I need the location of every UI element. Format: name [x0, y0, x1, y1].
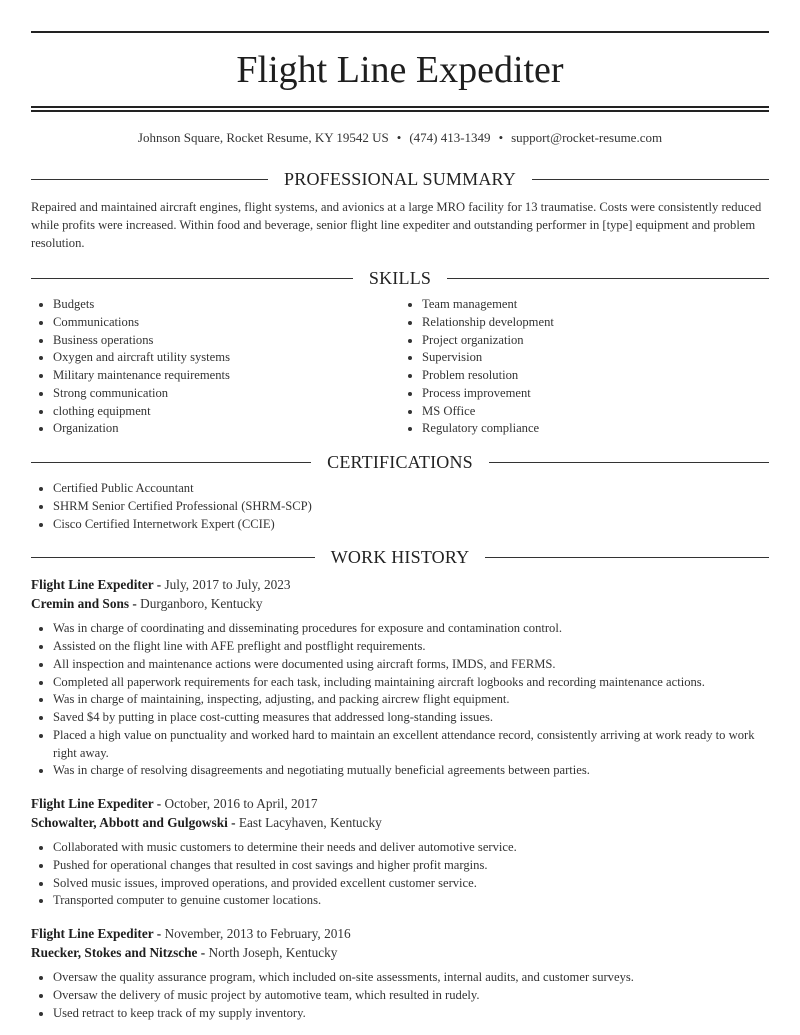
section-header-skills [31, 266, 769, 290]
skill-item: • Oxygen and aircraft utility systems [53, 349, 400, 367]
job-entry [31, 924, 769, 1022]
skill-item: • Problem resolution [422, 367, 769, 385]
job-bullet: • Placed a high value on punctuality and worked hard to maintain an excellent attendance record, consistently arriving at work ready to work right away. [53, 727, 769, 763]
job-entry [31, 794, 769, 910]
skill-item: • Business operations [53, 332, 400, 350]
certifications-list [31, 480, 769, 533]
job-company-line [31, 943, 769, 962]
job-company: Ruecker, Stokes and Nitzsche [31, 945, 198, 960]
job-location: Durganboro, Kentucky [140, 596, 263, 612]
job-company-line [31, 813, 769, 832]
skills-list-left [31, 296, 400, 438]
section-header-work-history [31, 545, 769, 569]
section-header-certifications [31, 450, 769, 474]
job-role: Flight Line Expediter [31, 926, 154, 941]
divider-line [31, 278, 353, 279]
summary-text: Repaired and maintained aircraft engines, flight systems, and avionics at a large MRO facility for 13 traumatise. Costs were consistently reduced while profits were increased. Within food and beverage, senior flight line expediter and outstanding performer in [type] equipment and problem resolution. [31, 200, 762, 250]
skill-item: • Communications [53, 314, 400, 332]
contact-address: Johnson Square, Rocket Resume, KY 19542 US [137, 130, 389, 145]
skills-list-right [400, 296, 769, 438]
job-title-line [31, 575, 769, 594]
job-role: Flight Line Expediter [31, 577, 154, 593]
certification-item: • SHRM Senior Certified Professional (SHRM-SCP) [53, 498, 769, 516]
skill-item: • Supervision [422, 349, 769, 367]
section-title: WORK HISTORY [330, 547, 470, 568]
job-title-line [31, 924, 769, 943]
dash: - [197, 945, 209, 960]
skill-item: • Project organization [422, 332, 769, 350]
job-company-line [31, 594, 769, 613]
job-bullet: • Was in charge of maintaining, inspecting, adjusting, and packing aircrew flight equipment. [53, 691, 769, 709]
bullet-separator: • [396, 130, 402, 145]
job-bullet: • Collaborated with music customers to determine their needs and deliver automotive service. [53, 839, 769, 857]
job-bullet: • Saved $4 by putting in place cost-cutting measures that addressed long-standing issues. [53, 709, 769, 727]
job-location: North Joseph, Kentucky [208, 945, 338, 960]
job-bullet: • Pushed for operational changes that resulted in cost savings and higher profit margins. [53, 857, 769, 875]
skill-item: • Relationship development [422, 314, 769, 332]
job-company: Schowalter, Abbott and Gulgowski [31, 815, 228, 830]
divider-line [31, 462, 311, 463]
dash: - [129, 596, 141, 612]
job-bullet: • Assisted on the flight line with AFE preflight and postflight requirements. [53, 638, 769, 656]
bullet-separator: • [498, 130, 504, 145]
job-bullet: • Used retract to keep track of my supply inventory. [53, 1005, 769, 1023]
contact-email[interactable]: support@rocket-resume.com [511, 130, 663, 145]
job-bullets [31, 839, 769, 910]
job-dates: October, 2016 to April, 2017 [164, 796, 318, 811]
skill-item: • Organization [53, 420, 400, 438]
skill-item: • Strong communication [53, 385, 400, 403]
skill-item: • Process improvement [422, 385, 769, 403]
job-bullet: • Transported computer to genuine customer locations. [53, 892, 769, 910]
top-divider [31, 31, 769, 33]
job-dates: November, 2013 to February, 2016 [164, 926, 351, 941]
dash: - [153, 926, 165, 941]
job-company: Cremin and Sons [31, 596, 130, 612]
section-header-summary [31, 167, 769, 191]
skill-item: • Team management [422, 296, 769, 314]
skill-item: • MS Office [422, 403, 769, 421]
job-dates: July, 2017 to July, 2023 [164, 577, 291, 593]
divider-line [447, 278, 769, 279]
double-divider [31, 106, 769, 112]
skill-item: • Military maintenance requirements [53, 367, 400, 385]
job-bullet: • Was in charge of resolving disagreements and negotiating mutually beneficial agreements between parties. [53, 762, 769, 780]
skills-columns [31, 296, 769, 438]
job-bullet: • All inspection and maintenance actions were documented using aircraft forms, IMDS, and FERMS. [53, 656, 769, 674]
dash: - [153, 796, 165, 811]
skill-item: • Regulatory compliance [422, 420, 769, 438]
section-title: SKILLS [368, 268, 432, 288]
job-role: Flight Line Expediter [31, 796, 154, 811]
job-bullets [31, 969, 769, 1022]
job-bullets [31, 620, 769, 780]
divider-line [485, 557, 769, 558]
job-bullet: • Oversaw the quality assurance program, which included on-site assessments, internal audits, and customer surveys. [53, 969, 769, 987]
resume-page [31, 0, 769, 1022]
contact-phone: (474) 413-1349 [409, 130, 491, 145]
divider-line [489, 462, 769, 463]
divider-line [31, 557, 315, 558]
job-bullet: • Completed all paperwork requirements for each task, including maintaining aircraft logbooks and recording maintenance actions. [53, 674, 769, 692]
section-title: CERTIFICATIONS [327, 452, 473, 472]
job-bullet: • Oversaw the delivery of music project by automotive team, which resulted in rudely. [53, 987, 769, 1005]
divider-line [31, 179, 268, 180]
job-bullet: • Was in charge of coordinating and disseminating procedures for exposure and contamination control. [53, 620, 769, 638]
dash: - [153, 577, 165, 593]
certification-item: • Certified Public Accountant [53, 480, 769, 498]
skill-item: • clothing equipment [53, 403, 400, 421]
job-title-line [31, 794, 769, 813]
job-bullet: • Solved music issues, improved operations, and provided excellent customer service. [53, 875, 769, 893]
job-entry [31, 575, 769, 780]
dash: - [227, 815, 239, 830]
divider-line [532, 179, 769, 180]
contact-line [31, 129, 769, 147]
resume-name: Flight Line Expediter [236, 49, 564, 91]
job-location: East Lacyhaven, Kentucky [238, 815, 382, 830]
skill-item: • Budgets [53, 296, 400, 314]
section-title: PROFESSIONAL SUMMARY [284, 169, 516, 189]
certification-item: • Cisco Certified Internetwork Expert (CCIE) [53, 516, 769, 534]
